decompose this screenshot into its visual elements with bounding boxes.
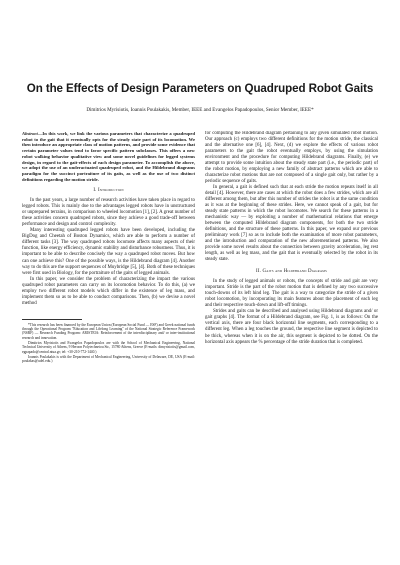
abstract-text: —In this work, we link the various parameters that characterize a quadruped robot to the gait that it eventually opts for the steady state part of its locomotion. We then introduce an appropriate class of motion patterns, and provide some evidence that certain parameter values tend to favor specific pattern subclasses. This offers a new robot walking behavior qualitative view and some novel guidelines for legged systems design, in regard to the gait-effects of each design parameter. To accomplish the above, we adopt the use of an underactuated quadruped robot, and the Hildebrand diagrams paradigm for the succinct portraiture of its gaits, as well as the use of two distinct definitions regarding the motion stride. [22, 131, 195, 182]
paper-title: On the Effects of Design Parameters on Quadruped Robot Gaits [26, 82, 374, 95]
footnote: Ioannis Poulakakis is with the Department of Mechanical Engineering, University of Delaware, DE, USA (E-mail: poulakas@udel.edu.) [22, 355, 195, 364]
paragraph: Strides and gaits can be described and analysed using Hildebrand diagrams and/ or gait graphs [4]. The format of a Hildebrand diagram, see Fig. 1, is as follows: On the vertical axis, there are four black horizontal line segments, each corresponding to a different leg. When a leg touches the ground, the respective line segment is depicted to be thick, whereas when it is on the air, this segment is depicted to be dotted. On the horizontal axis appears the % percentage of the stride duration that is completed. [205, 309, 378, 345]
footnote: *This research has been financed by the European Union (European Social Fund — ESF) and Greek national funds through the Operational Program "Education and Lifelong Learning" of the National Strategic Reference Framework (NSRF) — Research Funding Program: ARISTEIA: Reinforcement of the interdisciplinary and/ or inter-institutional research and innovation. [22, 322, 195, 340]
left-column [22, 131, 195, 551]
section-heading-gaits: II. Gaits and Hildebrand Diagrams [256, 269, 327, 275]
author-line: Dimitrios Myrisiotis, Ioannis Poulakakis, Member, IEEE and Evangelos Papadopoulos, Senior Member, IEEE* [86, 107, 314, 113]
paragraph: In general, a gait is defined such that at each stride the motion repeats itself in all detail [4]. However, there are cases at which the robot does a few strides, which are all different among them, but after this number of strides the robot is at the same condition as it was at the beginning of these strides. Here, we cannot speak of a gait, but for steady state patterns in which the robot locomotes. We search for these patterns in a mechanistic way — by exploiting a number of mathematical relations that emerge between the computed Hildebrand diagram components, for both the two stride definitions, and the structure of these patterns. In this paper, we expand our previous preliminary work [7] so as to include both the examination of more robot parameters, and the introduction and computation of the new aforementioned patterns. We also provide some novel results about the connection between gravity acceleration, leg rest length, as well as leg mass, and the gait that is eventually selected by the robot in its steady state. [205, 185, 378, 263]
paragraph: In this paper, we consider the problem of characterizing the impact the various quadruped robot parameters can carry on its locomotion behavior. To do this, (a) we employ two different robot models which differ in the existence of leg mass, and implement them so as to be able to conduct comparisons. Then, (b) we devise a novel method [22, 276, 195, 306]
two-column-body [22, 131, 378, 551]
section-heading-introduction: I. Introduction [93, 188, 124, 194]
abstract-label: Abstract [22, 131, 38, 136]
right-column [205, 131, 378, 551]
abstract [22, 131, 195, 182]
footnote: Dimitrios Myrisiotis and Evangelos Papadopoulos are with the School of Mechanical Engineering, National Technical University of Athens, 9 Heroon Polytechneiou Str., 15780 Athens, Greece (E-mails: dimyrisiotis@gmail.com, egpapado@central.ntua.gr; tel: +30-210-772-1440.) [22, 341, 195, 354]
paragraph: Many interesting quadruped legged robots have been developed, including the BigDog and Cheetah of Boston Dynamics, which are able to perform a number of different tasks [3]. The way quadruped robots locomote affects many aspects of their function, like energy efficiency, dynamic stability and disturbance robustness. Thus, it is important to be able to describe concisely the way a quadruped robot moves. But how can one achieve this? One of the possible ways, is the Hildebrand diagram [4]. Another way to do this are the support sequences of Muybridge [5], [4]. Both of these techniques were first used in Biology, for the portraiture of the gaits of legged animals. [22, 228, 195, 276]
paragraph: In the study of legged animals or robots, the concepts of stride and gait are very important. Stride is the part of the robot motion that is defined by any two successive touch-downs of its left hind leg. The gait is a way to categorize the stride of a given robot locomotion, by incorporating its main features about the placement of each leg and their respective touch-down and lift-off timings. [205, 279, 378, 309]
paragraph: In the past years, a large number of research activities have taken place in regard to legged robots. This is mainly due to the advantages legged robots have in unstructured or unprepared terrains, in comparison to wheeled locomotion [1], [2]. A great number of these activities concern quadruped robots, since they achieve a good trade-off between performance and design and control complexity. [22, 198, 195, 228]
paragraph: for computing the Hildebrand diagram pertaining to any given simulated robot motion. Our approach (c) employs two different definitions for the motion stride, the classical and the alternative one [6], [4]. Next, (d) we explore the effects of various robot parameters to the gait the robot eventually employs, by using the simulation environment and the procedure for computing Hildebrand diagrams. Finally, (e) we attempt to provide some intuition about the steady state part (i.e., the periodic part) of the robot motion, by employing a new family of abstract patterns which are able to characterize robot motions that are not composed of a single gait only, but rather by a periodic sequence of gaits. [205, 131, 378, 185]
footnote-divider [22, 319, 82, 320]
